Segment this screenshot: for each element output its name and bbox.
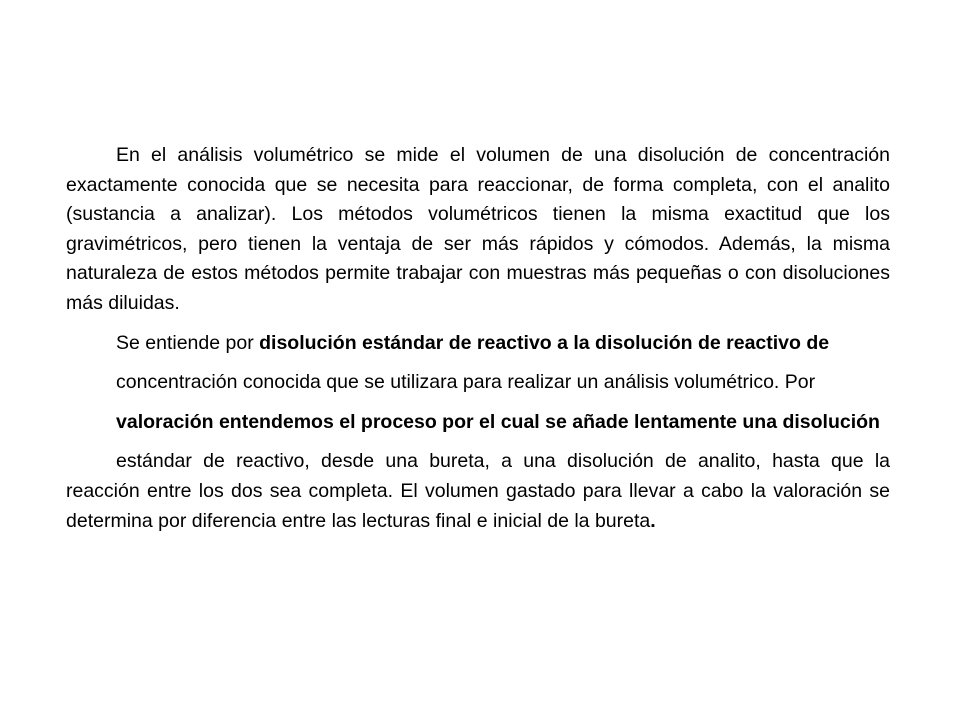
- final-period: .: [650, 509, 656, 532]
- paragraph-standard-solution: [66, 329, 890, 359]
- paragraph-text: Se entiende por: [116, 331, 260, 354]
- paragraph-volumetric-analysis: [66, 141, 890, 319]
- paragraph-text: En el análisis volumétrico se mide el volumen de una disolución de concentración exactamente conocida que se necesita para reaccionar, de forma completa, con el analito (sustancia a analizar). Los métodos volumétricos tienen la misma exactitud que los gravimétricos, pero tienen la ventaja de ser más rápidos y cómodos. Además, la misma naturaleza de estos métodos permite trabajar con muestras más pequeñas o con disoluciones más diluidas.: [66, 144, 890, 314]
- paragraph-concentration: [66, 368, 890, 398]
- term-titration: valoración entendemos el proceso por el cual se añade lentamente una disolución: [116, 410, 880, 433]
- term-standard-solution: disolución estándar de reactivo a la disolución de reactivo de: [259, 331, 830, 354]
- paragraph-titration-definition: [66, 408, 890, 438]
- paragraph-text: estándar de reactivo, desde una bureta, a una disolución de analito, hasta que la reacción entre los dos sea completa. El volumen gastado para llevar a cabo la valoración se determina por diferencia entre las lecturas final e inicial de la bureta: [66, 450, 890, 532]
- paragraph-text: concentración conocida que se utilizara para realizar un análisis volumétrico. Por: [116, 371, 816, 394]
- paragraph-titration-process: [66, 447, 890, 536]
- document-body: [66, 141, 890, 536]
